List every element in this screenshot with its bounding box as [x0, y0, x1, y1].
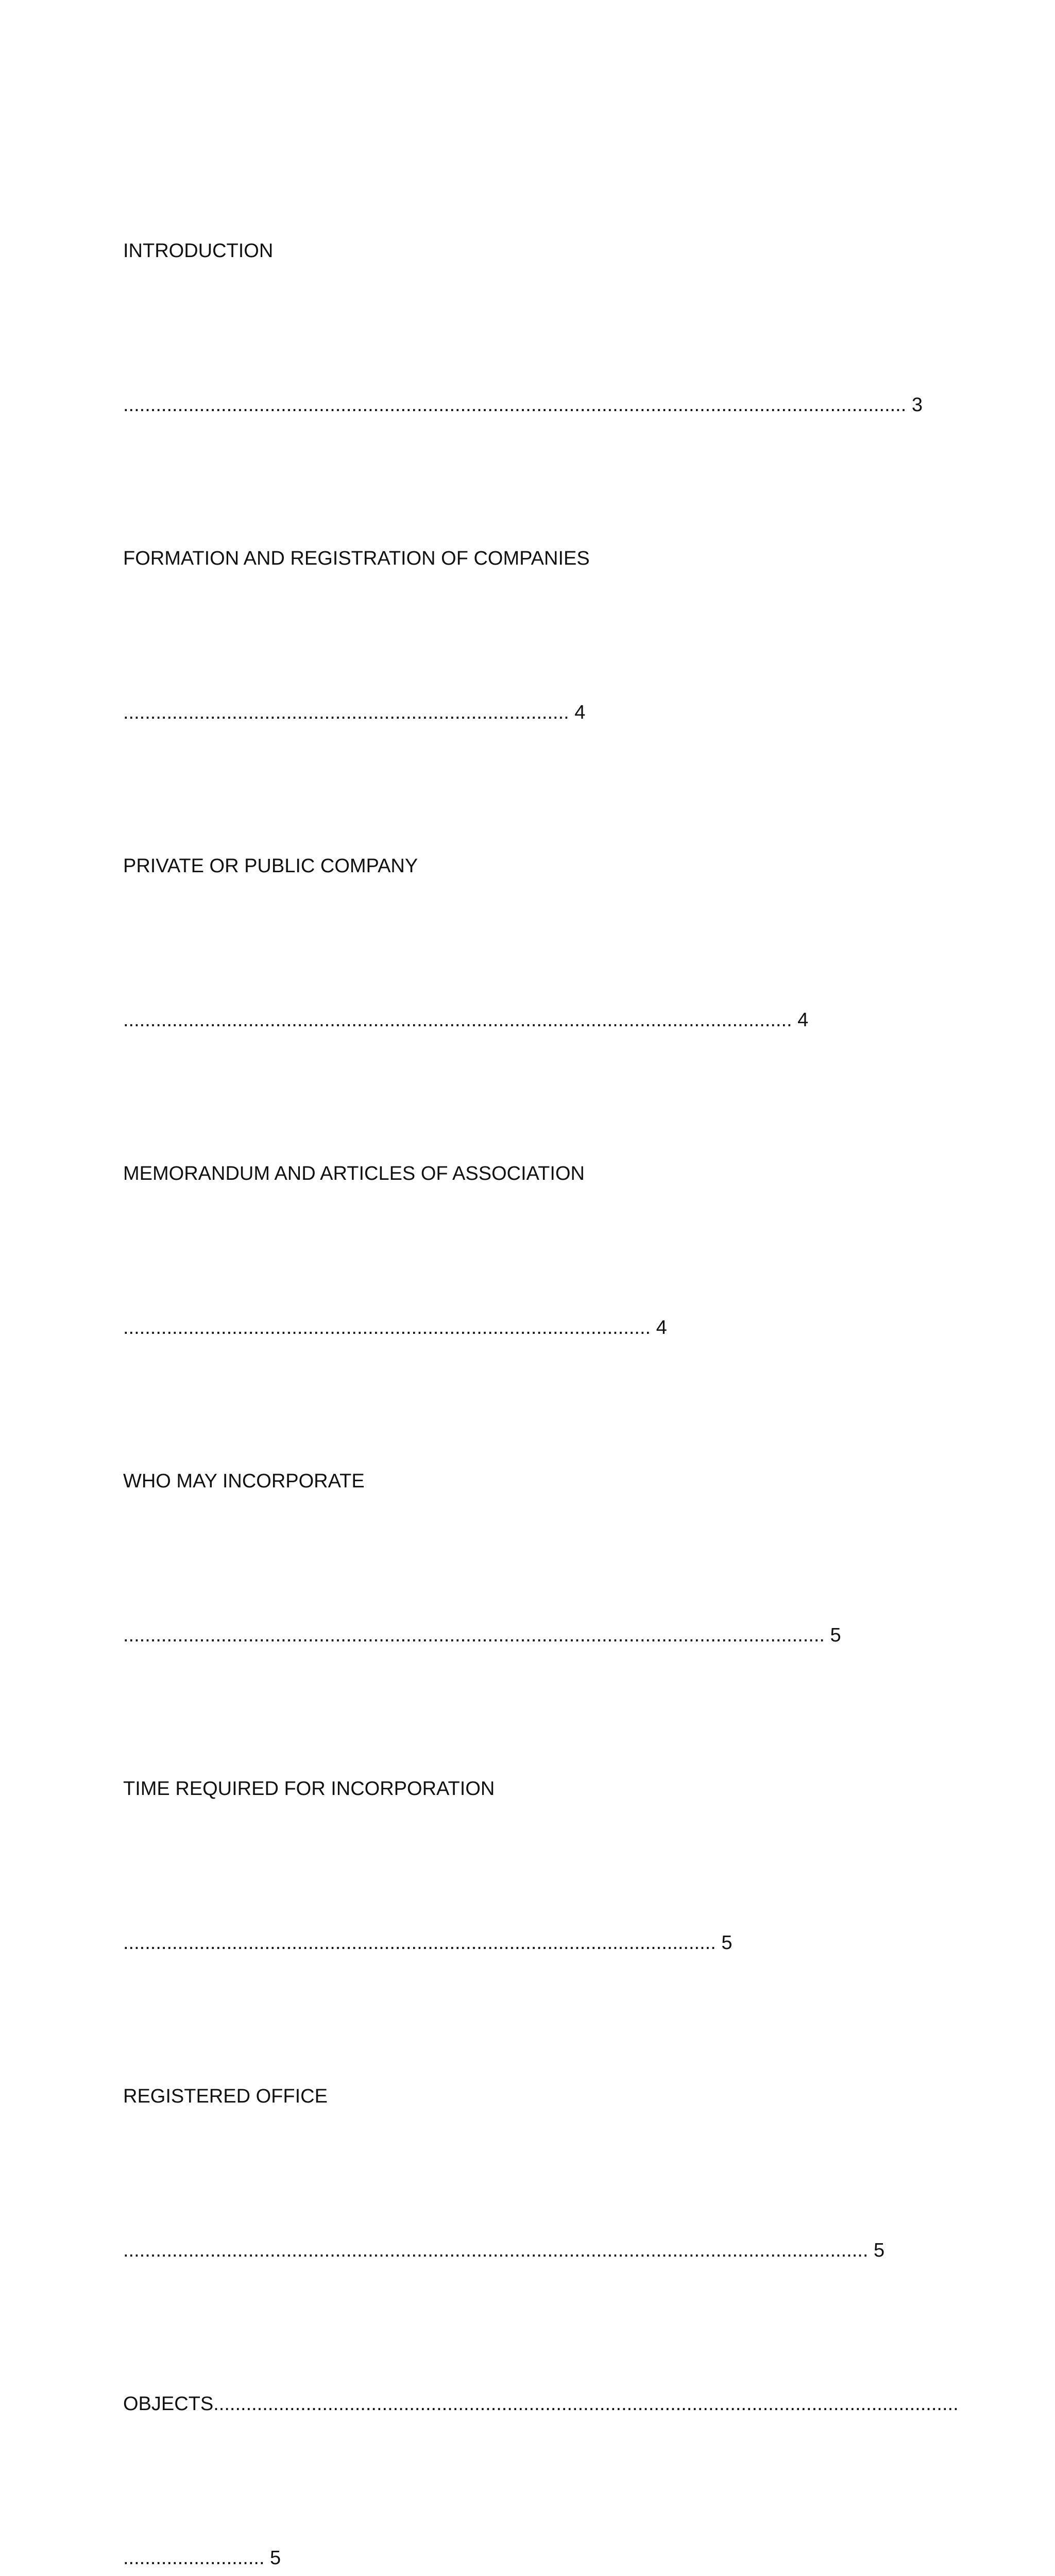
toc-line: TIME REQUIRED FOR INCORPORATION	[123, 1764, 978, 1815]
toc-line: ................................................................................................. 4	[123, 1302, 978, 1354]
toc-line: WHO MAY INCORPORATE	[123, 1456, 978, 1507]
toc-line: .................................................................................. 4	[123, 687, 978, 739]
toc-line: PRIVATE OR PUBLIC COMPANY	[123, 841, 978, 892]
toc-line: FORMATION AND REGISTRATION OF COMPANIES	[123, 533, 978, 585]
toc-line: ................................................................................................................................................ 3	[123, 380, 978, 431]
toc-line: ............................................................................................................. 5	[123, 1918, 978, 1969]
toc-line: REGISTERED OFFICE	[123, 2071, 978, 2123]
toc-line: ................................................................................................................................. 5	[123, 1610, 978, 1662]
table-of-contents	[123, 123, 978, 2576]
toc-line: OBJECTS.........................................................................................................................................	[123, 2379, 978, 2430]
toc-line: ........................................................................................................................... 4	[123, 995, 978, 1046]
toc-line: ......................................................................................................................................... 5	[123, 2225, 978, 2277]
toc-line: MEMORANDUM AND ARTICLES OF ASSOCIATION	[123, 1148, 978, 1200]
toc-line: INTRODUCTION	[123, 226, 978, 277]
toc-line: .......................... 5	[123, 2533, 978, 2576]
